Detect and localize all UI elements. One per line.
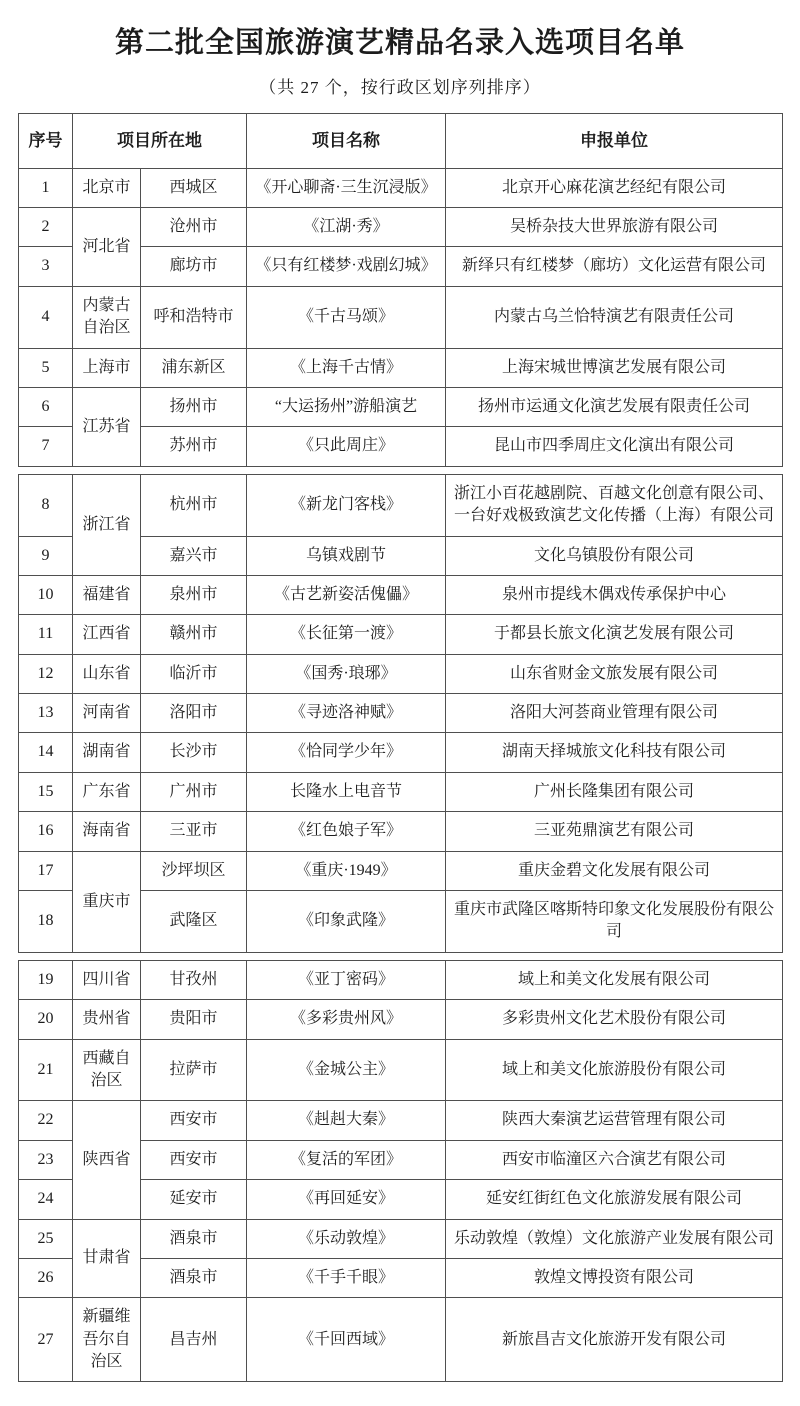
row-number-cell: 7 (19, 427, 73, 466)
table-row (19, 960, 783, 999)
project-name-cell: 长隆水上电音节 (247, 772, 446, 811)
project-name-cell: 《上海千古情》 (247, 348, 446, 387)
table-row (19, 1101, 783, 1140)
city-cell: 苏州市 (141, 427, 247, 466)
province-cell: 浙江省 (73, 474, 141, 575)
province-cell: 甘肃省 (73, 1219, 141, 1298)
row-number-cell: 10 (19, 575, 73, 614)
company-cell: 吴桥杂技大世界旅游有限公司 (446, 207, 783, 246)
company-cell: 上海宋城世博演艺发展有限公司 (446, 348, 783, 387)
row-number-cell: 2 (19, 207, 73, 246)
city-cell: 廊坊市 (141, 247, 247, 286)
province-cell: 江西省 (73, 615, 141, 654)
table-row (19, 207, 783, 246)
project-name-cell: 乌镇戏剧节 (247, 536, 446, 575)
project-name-cell: 《新龙门客栈》 (247, 474, 446, 536)
row-number-cell: 3 (19, 247, 73, 286)
province-cell: 四川省 (73, 960, 141, 999)
row-number-cell: 9 (19, 536, 73, 575)
province-cell: 西藏自治区 (73, 1039, 141, 1101)
city-cell: 贵阳市 (141, 1000, 247, 1039)
table-row (19, 575, 783, 614)
company-cell: 多彩贵州文化艺术股份有限公司 (446, 1000, 783, 1039)
row-number-cell: 13 (19, 694, 73, 733)
project-name-cell: 《复活的军团》 (247, 1140, 446, 1179)
table-row (19, 812, 783, 851)
company-cell: 内蒙古乌兰恰特演艺有限责任公司 (446, 286, 783, 348)
city-cell: 三亚市 (141, 812, 247, 851)
project-name-cell: 《只此周庄》 (247, 427, 446, 466)
header-location: 项目所在地 (73, 113, 247, 168)
company-cell: 重庆市武隆区喀斯特印象文化发展股份有限公司 (446, 891, 783, 953)
table-row (19, 474, 783, 536)
city-cell: 扬州市 (141, 387, 247, 426)
projects-table-section-3 (18, 960, 783, 1383)
company-cell: 文化乌镇股份有限公司 (446, 536, 783, 575)
project-name-cell: 《赳赳大秦》 (247, 1101, 446, 1140)
row-number-cell: 4 (19, 286, 73, 348)
city-cell: 西安市 (141, 1140, 247, 1179)
row-number-cell: 26 (19, 1258, 73, 1297)
province-cell: 湖南省 (73, 733, 141, 772)
company-cell: 北京开心麻花演艺经纪有限公司 (446, 168, 783, 207)
row-number-cell: 20 (19, 1000, 73, 1039)
province-cell: 海南省 (73, 812, 141, 851)
city-cell: 沧州市 (141, 207, 247, 246)
table-row (19, 851, 783, 890)
city-cell: 武隆区 (141, 891, 247, 953)
projects-table-section-2 (18, 474, 783, 953)
province-cell: 山东省 (73, 654, 141, 693)
table-row (19, 615, 783, 654)
company-cell: 于都县长旅文化演艺发展有限公司 (446, 615, 783, 654)
province-cell: 内蒙古自治区 (73, 286, 141, 348)
city-cell: 长沙市 (141, 733, 247, 772)
city-cell: 沙坪坝区 (141, 851, 247, 890)
table-row (19, 348, 783, 387)
project-name-cell: “大运扬州”游船演艺 (247, 387, 446, 426)
company-cell: 西安市临潼区六合演艺有限公司 (446, 1140, 783, 1179)
province-cell: 江苏省 (73, 387, 141, 466)
table-row (19, 1298, 783, 1382)
table-row (19, 694, 783, 733)
row-number-cell: 17 (19, 851, 73, 890)
table-header-row (19, 113, 783, 168)
city-cell: 拉萨市 (141, 1039, 247, 1101)
table-row (19, 1000, 783, 1039)
header-company: 申报单位 (446, 113, 783, 168)
city-cell: 昌吉州 (141, 1298, 247, 1382)
row-number-cell: 14 (19, 733, 73, 772)
page-title: 第二批全国旅游演艺精品名录入选项目名单 (114, 27, 685, 59)
company-cell: 扬州市运通文化演艺发展有限责任公司 (446, 387, 783, 426)
project-name-cell: 《江湖·秀》 (247, 207, 446, 246)
project-name-cell: 《开心聊斋·三生沉浸版》 (247, 168, 446, 207)
project-name-cell: 《多彩贵州风》 (247, 1000, 446, 1039)
city-cell: 呼和浩特市 (141, 286, 247, 348)
row-number-cell: 5 (19, 348, 73, 387)
company-cell: 延安红街红色文化旅游发展有限公司 (446, 1180, 783, 1219)
project-name-cell: 《乐动敦煌》 (247, 1219, 446, 1258)
province-cell: 上海市 (73, 348, 141, 387)
company-cell: 昆山市四季周庄文化演出有限公司 (446, 427, 783, 466)
project-name-cell: 《国秀·琅琊》 (247, 654, 446, 693)
company-cell: 敦煌文博投资有限公司 (446, 1258, 783, 1297)
project-name-cell: 《寻迹洛神赋》 (247, 694, 446, 733)
row-number-cell: 25 (19, 1219, 73, 1258)
province-cell: 河南省 (73, 694, 141, 733)
city-cell: 赣州市 (141, 615, 247, 654)
row-number-cell: 21 (19, 1039, 73, 1101)
city-cell: 西城区 (141, 168, 247, 207)
company-cell: 泉州市提线木偶戏传承保护中心 (446, 575, 783, 614)
project-name-cell: 《再回延安》 (247, 1180, 446, 1219)
province-cell: 广东省 (73, 772, 141, 811)
company-cell: 浙江小百花越剧院、百越文化创意有限公司、一台好戏极致演艺文化传播（上海）有限公司 (446, 474, 783, 536)
table-row (19, 654, 783, 693)
city-cell: 泉州市 (141, 575, 247, 614)
city-cell: 洛阳市 (141, 694, 247, 733)
province-cell: 北京市 (73, 168, 141, 207)
company-cell: 山东省财金文旅发展有限公司 (446, 654, 783, 693)
table-row (19, 1039, 783, 1101)
page-subtitle: （共 27 个，按行政区划序列排序） (259, 77, 541, 97)
project-name-cell: 《古艺新姿活傀儡》 (247, 575, 446, 614)
city-cell: 浦东新区 (141, 348, 247, 387)
project-name-cell: 《长征第一渡》 (247, 615, 446, 654)
city-cell: 嘉兴市 (141, 536, 247, 575)
row-number-cell: 18 (19, 891, 73, 953)
province-cell: 新疆维吾尔自治区 (73, 1298, 141, 1382)
projects-table-section-1 (18, 113, 783, 467)
company-cell: 广州长隆集团有限公司 (446, 772, 783, 811)
province-cell: 陕西省 (73, 1101, 141, 1219)
project-name-cell: 《金城公主》 (247, 1039, 446, 1101)
table-row (19, 772, 783, 811)
city-cell: 杭州市 (141, 474, 247, 536)
project-name-cell: 《印象武隆》 (247, 891, 446, 953)
row-number-cell: 27 (19, 1298, 73, 1382)
project-name-cell: 《亚丁密码》 (247, 960, 446, 999)
province-cell: 贵州省 (73, 1000, 141, 1039)
province-cell: 重庆市 (73, 851, 141, 952)
row-number-cell: 16 (19, 812, 73, 851)
row-number-cell: 19 (19, 960, 73, 999)
province-cell: 河北省 (73, 207, 141, 286)
company-cell: 域上和美文化发展有限公司 (446, 960, 783, 999)
table-row (19, 1219, 783, 1258)
city-cell: 西安市 (141, 1101, 247, 1140)
row-number-cell: 23 (19, 1140, 73, 1179)
company-cell: 湖南天择城旅文化科技有限公司 (446, 733, 783, 772)
table-row (19, 286, 783, 348)
row-number-cell: 24 (19, 1180, 73, 1219)
project-name-cell: 《只有红楼梦·戏剧幻城》 (247, 247, 446, 286)
city-cell: 临沂市 (141, 654, 247, 693)
table-row (19, 387, 783, 426)
header-no: 序号 (19, 113, 73, 168)
company-cell: 三亚苑鼎演艺有限公司 (446, 812, 783, 851)
row-number-cell: 8 (19, 474, 73, 536)
project-name-cell: 《红色娘子军》 (247, 812, 446, 851)
row-number-cell: 15 (19, 772, 73, 811)
table-row (19, 733, 783, 772)
city-cell: 酒泉市 (141, 1258, 247, 1297)
row-number-cell: 12 (19, 654, 73, 693)
company-cell: 域上和美文化旅游股份有限公司 (446, 1039, 783, 1101)
company-cell: 洛阳大河荟商业管理有限公司 (446, 694, 783, 733)
province-cell: 福建省 (73, 575, 141, 614)
project-name-cell: 《千古马颂》 (247, 286, 446, 348)
company-cell: 新绎只有红楼梦（廊坊）文化运营有限公司 (446, 247, 783, 286)
company-cell: 新旅昌吉文化旅游开发有限公司 (446, 1298, 783, 1382)
row-number-cell: 11 (19, 615, 73, 654)
city-cell: 广州市 (141, 772, 247, 811)
company-cell: 重庆金碧文化发展有限公司 (446, 851, 783, 890)
company-cell: 陕西大秦演艺运营管理有限公司 (446, 1101, 783, 1140)
table-row (19, 168, 783, 207)
row-number-cell: 1 (19, 168, 73, 207)
header-project-name: 项目名称 (247, 113, 446, 168)
project-name-cell: 《千回西域》 (247, 1298, 446, 1382)
row-number-cell: 22 (19, 1101, 73, 1140)
city-cell: 甘孜州 (141, 960, 247, 999)
project-name-cell: 《重庆·1949》 (247, 851, 446, 890)
company-cell: 乐动敦煌（敦煌）文化旅游产业发展有限公司 (446, 1219, 783, 1258)
project-name-cell: 《恰同学少年》 (247, 733, 446, 772)
city-cell: 酒泉市 (141, 1219, 247, 1258)
project-name-cell: 《千手千眼》 (247, 1258, 446, 1297)
city-cell: 延安市 (141, 1180, 247, 1219)
row-number-cell: 6 (19, 387, 73, 426)
